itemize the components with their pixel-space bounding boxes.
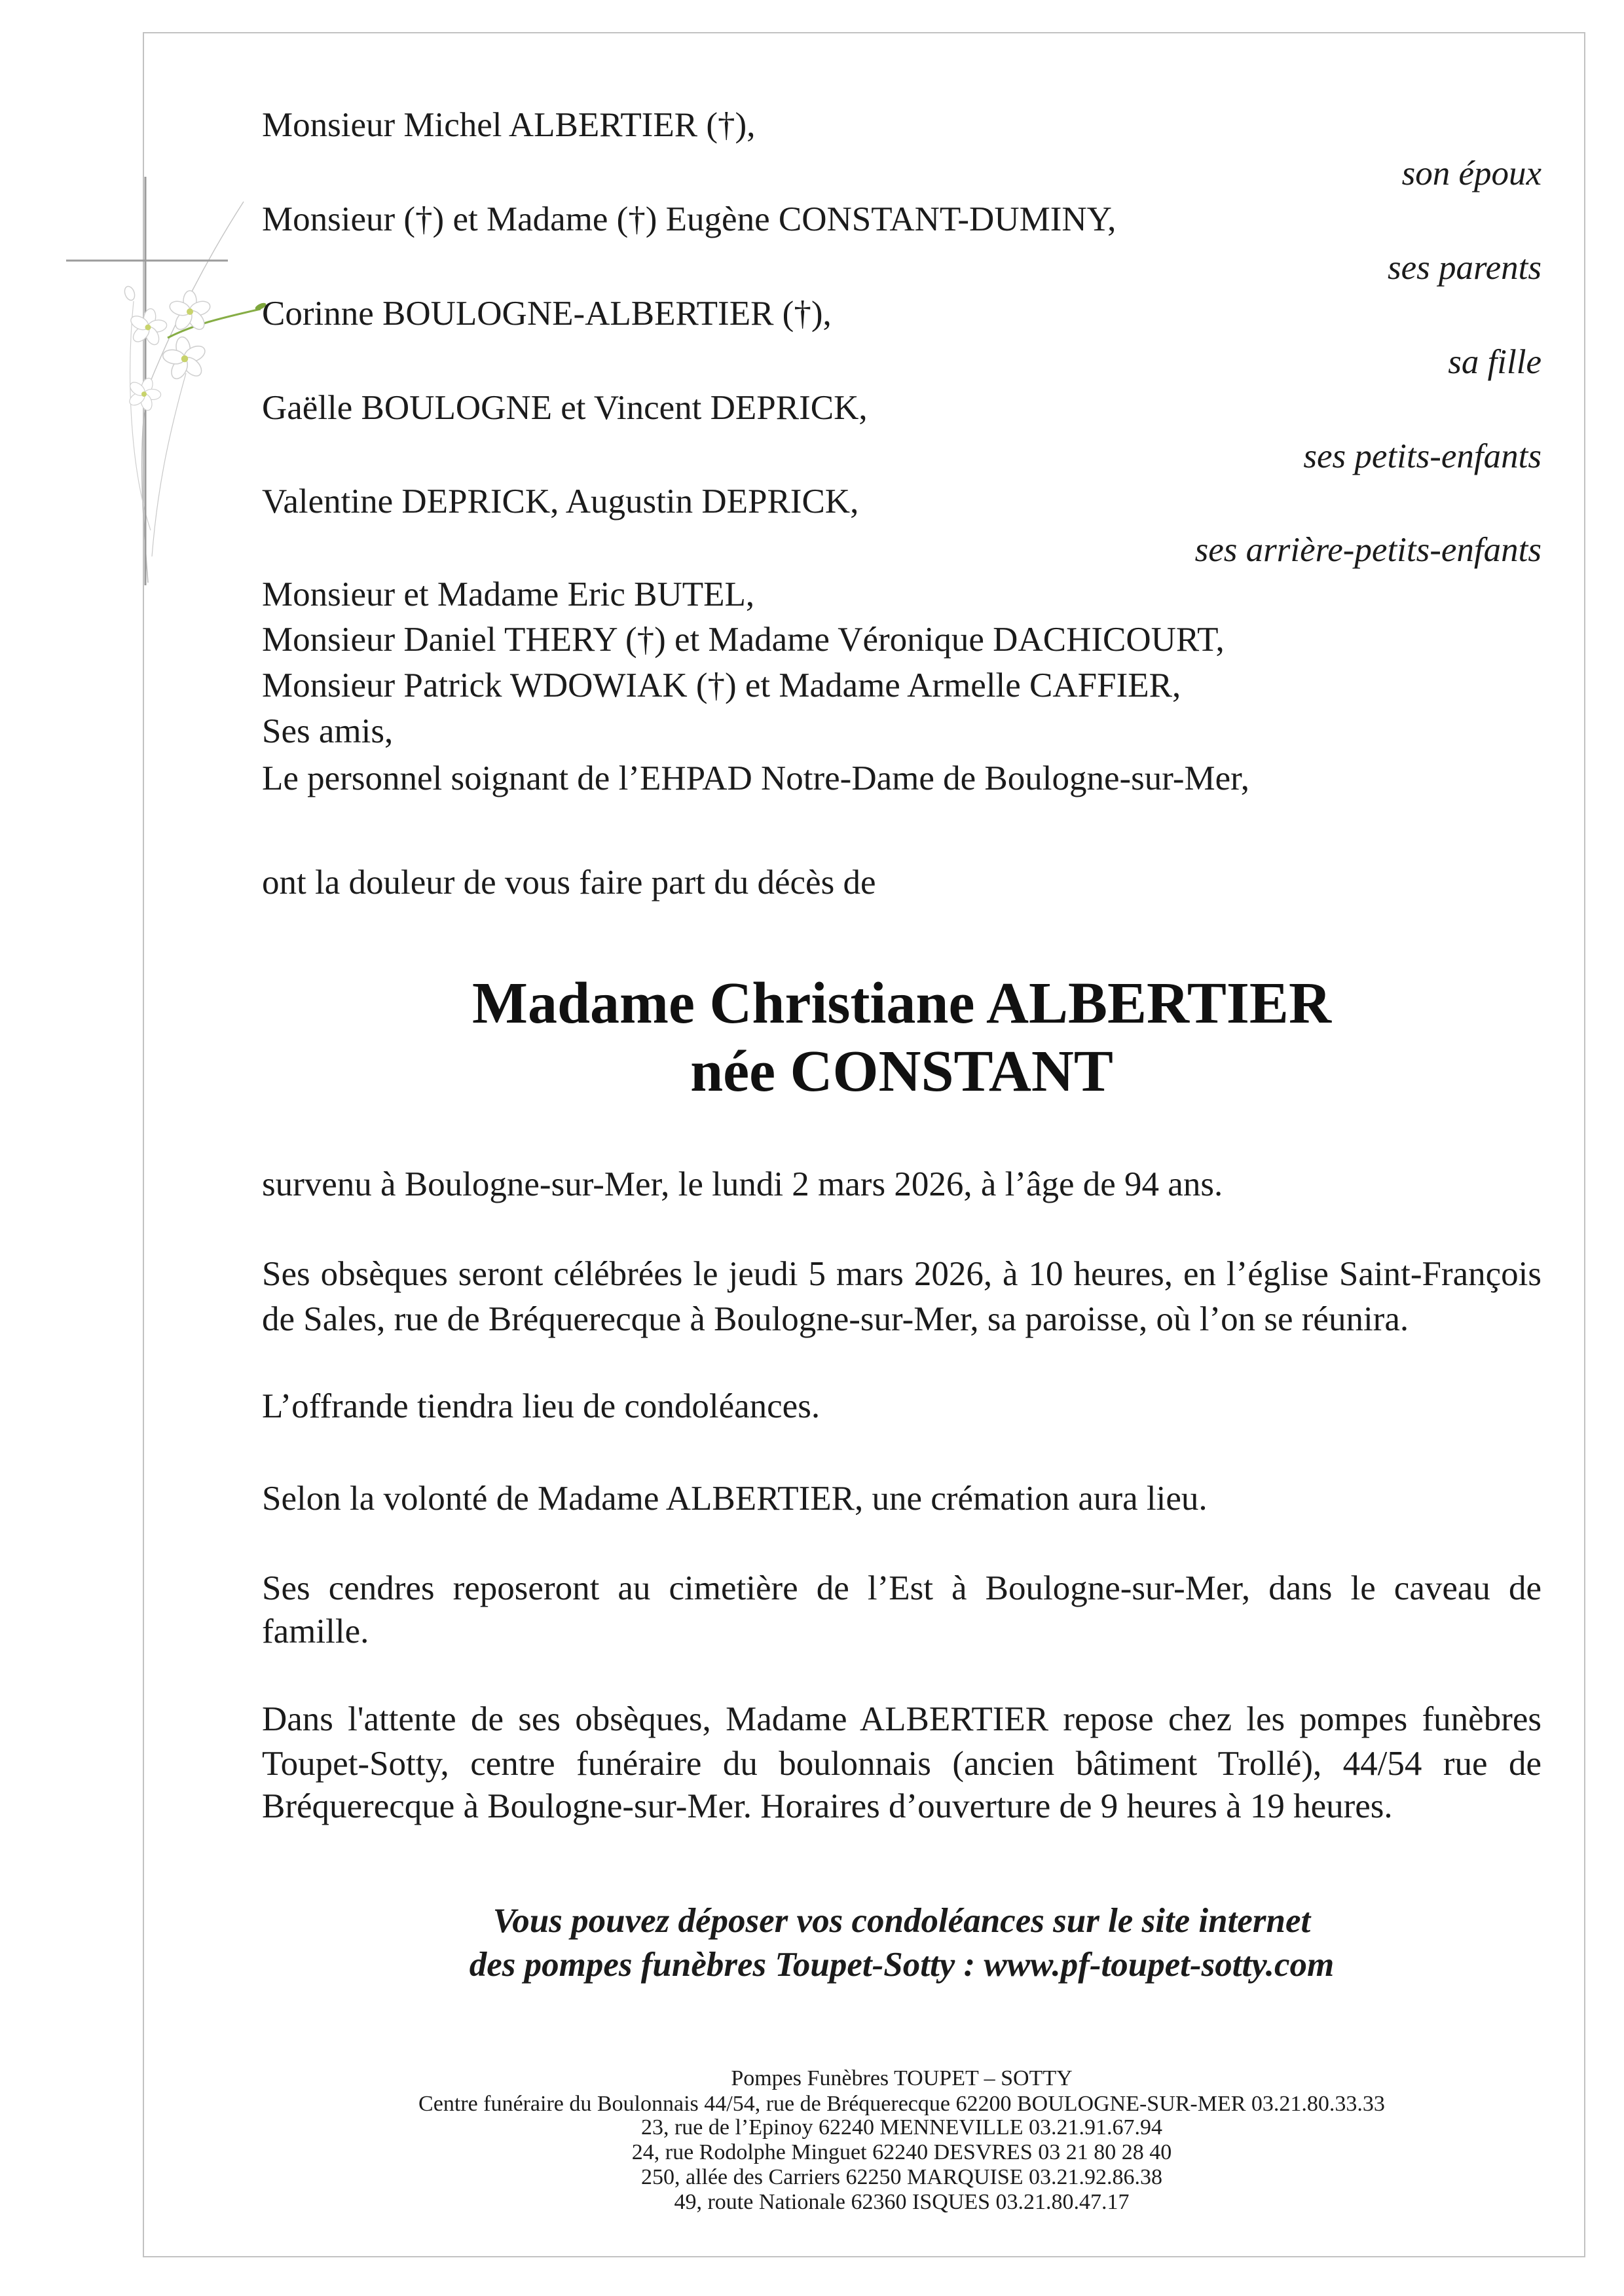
orchid-flower xyxy=(162,336,208,381)
family-member-name: Valentine DEPRICK, Augustin DEPRICK, xyxy=(262,483,859,520)
mourner-line: Monsieur Daniel THERY (†) et Madame Véronique DACHICOURT, xyxy=(262,621,1225,659)
paragraph-line: famille. xyxy=(262,1613,369,1650)
orchid-flower xyxy=(127,376,161,412)
cross-with-orchids-icon xyxy=(52,164,275,596)
mourner-line: Ses amis, xyxy=(262,712,394,750)
paragraph-line: Bréquerecque à Boulogne-sur-Mer. Horaires d’ouverture de 9 heures à 19 heures. xyxy=(262,1787,1393,1825)
condolences-line: des pompes funèbres Toupet-Sotty : www.pf-toupet-sotty.com xyxy=(469,1946,1335,1984)
footer-address-line: 49, route Nationale 62360 ISQUES 03.21.80.47.17 xyxy=(674,2190,1130,2214)
family-relation-label: son époux xyxy=(1401,155,1541,192)
footer-company-name: Pompes Funèbres TOUPET – SOTTY xyxy=(731,2066,1073,2090)
family-relation-label: ses parents xyxy=(1387,249,1541,287)
family-relation-label: sa fille xyxy=(1448,343,1541,381)
condolences-line: Vous pouvez déposer vos condoléances sur le site internet xyxy=(492,1902,1311,1940)
paragraph-line: Ses obsèques seront célébrées le jeudi 5 mars 2026, à 10 heures, en l’église Saint-François xyxy=(262,1255,1541,1293)
family-member-name: Monsieur (†) et Madame (†) Eugène CONSTANT-DUMINY, xyxy=(262,200,1116,238)
mourner-line: Monsieur Patrick WDOWIAK (†) et Madame Armelle CAFFIER, xyxy=(262,666,1181,704)
orchid-bud xyxy=(123,285,137,301)
paragraph-line: de Sales, rue de Bréquerecque à Boulogne-sur-Mer, sa paroisse, où l’on se réunira. xyxy=(262,1300,1409,1338)
footer-address-line: 250, allée des Carriers 62250 MARQUISE 03.21.92.86.38 xyxy=(640,2165,1163,2189)
mourner-line: Le personnel soignant de l’EHPAD Notre-Dame de Boulogne-sur-Mer, xyxy=(262,759,1249,797)
deceased-name: Madame Christiane ALBERTIER xyxy=(472,971,1331,1036)
footer-address-line: Centre funéraire du Boulonnais 44/54, rue de Bréquerecque 62200 BOULOGNE-SUR-MER 03.21.80.33.33 xyxy=(418,2092,1385,2116)
orchid-flower xyxy=(128,308,167,347)
mourner-line: Monsieur et Madame Eric BUTEL, xyxy=(262,575,755,613)
footer-address-line: 24, rue Rodolphe Minguet 62240 DESVRES 03 21 80 28 40 xyxy=(631,2140,1172,2164)
paragraph-line: Toupet-Sotty, centre funéraire du boulonnais (ancien bâtiment Trollé), 44/54 rue de xyxy=(262,1745,1541,1783)
deceased-maiden-name: née CONSTANT xyxy=(690,1039,1113,1104)
family-member-name: Gaëlle BOULOGNE et Vincent DEPRICK, xyxy=(262,389,868,427)
family-relation-label: ses arrière-petits-enfants xyxy=(1194,531,1541,569)
paragraph-line: L’offrande tiendra lieu de condoléances. xyxy=(262,1387,821,1425)
paragraph-line: survenu à Boulogne-sur-Mer, le lundi 2 mars 2026, à l’âge de 94 ans. xyxy=(262,1165,1223,1203)
family-member-name: Monsieur Michel ALBERTIER (†), xyxy=(262,106,756,144)
family-relation-label: ses petits-enfants xyxy=(1303,437,1541,475)
announcement-text: ont la douleur de vous faire part du décès de xyxy=(262,864,876,902)
paragraph-line: Ses cendres reposeront au cimetière de l’Est à Boulogne-sur-Mer, dans le caveau de xyxy=(262,1569,1541,1607)
paragraph-line: Dans l'attente de ses obsèques, Madame ALBERTIER repose chez les pompes funèbres xyxy=(262,1700,1541,1738)
footer-address-line: 23, rue de l’Epinoy 62240 MENNEVILLE 03.21.91.67.94 xyxy=(640,2115,1163,2140)
family-member-name: Corinne BOULOGNE-ALBERTIER (†), xyxy=(262,295,832,333)
paragraph-line: Selon la volonté de Madame ALBERTIER, une crémation aura lieu. xyxy=(262,1480,1208,1518)
